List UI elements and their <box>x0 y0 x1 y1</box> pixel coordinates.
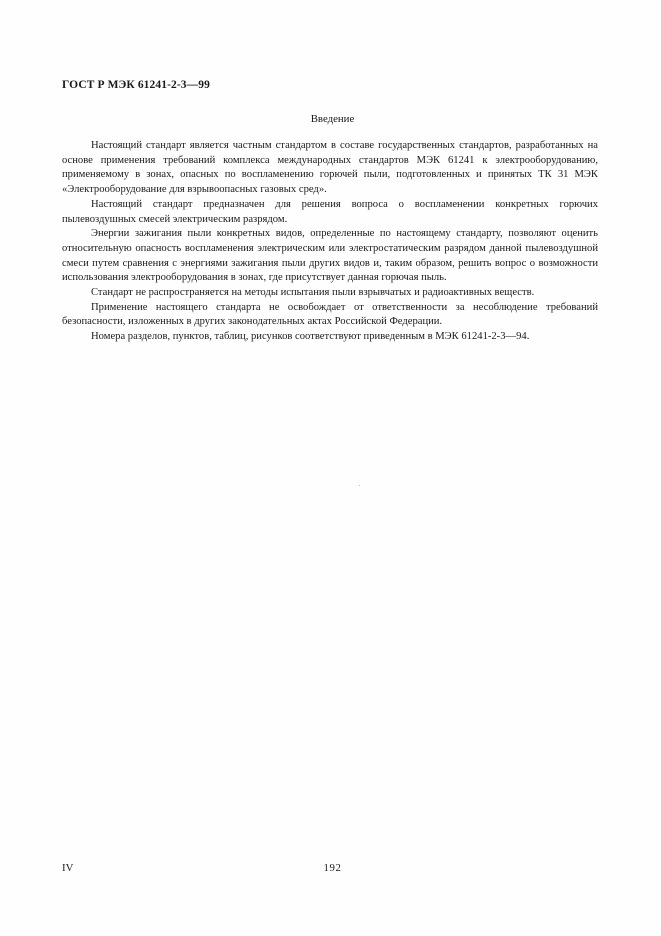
section-title: Введение <box>310 113 355 125</box>
scan-speck <box>359 485 360 486</box>
paragraph: Стандарт не распространяется на методы испытания пыли взрывчатых и радиоактивных веществ. <box>91 287 535 299</box>
paragraph: Настоящий стандарт является частным стандартом в составе государственных стандартов, разработанных на основе применения требований комплекса международных стандартов МЭК 61241 к электрооборудованию, применяемому в зонах, опасных по воспламенению горючей пыли, подготовленных и принятых ТК 31 МЭК «Электрооборудование для взрывоопасных газовых сред». <box>62 140 598 196</box>
introduction-body <box>62 139 598 345</box>
paragraph: Настоящий стандарт предназначен для решения вопроса о воспламенении конкретных горючих пылевоздушных смесей электрическим разрядом. <box>62 198 598 225</box>
page-number: 192 <box>323 862 342 874</box>
roman-page-number: IV <box>62 862 74 874</box>
document-header-code: ГОСТ Р МЭК 61241-2-3—99 <box>62 79 210 91</box>
paragraph: Номера разделов, пунктов, таблиц, рисунков соответствуют приведенным в МЭК 61241-2-3—94. <box>91 331 530 343</box>
paragraph: Применение настоящего стандарта не освобождает от ответственности за несоблюдение требований безопасности, изложенных в других законодательных актах Российской Федерации. <box>62 301 598 328</box>
paragraph: Энергии зажигания пыли конкретных видов, определенные по настоящему стандарту, позволяют оценить относительную опасность воспламенения электрическим или электростатическим разрядом данной пылевоздушной смеси путем сравнения с энергиями зажигания пыли других видов и, таким образом, решить вопрос о возможности использования электрооборудования в зонах, где присутствует данная горючая пыль. <box>62 228 598 284</box>
